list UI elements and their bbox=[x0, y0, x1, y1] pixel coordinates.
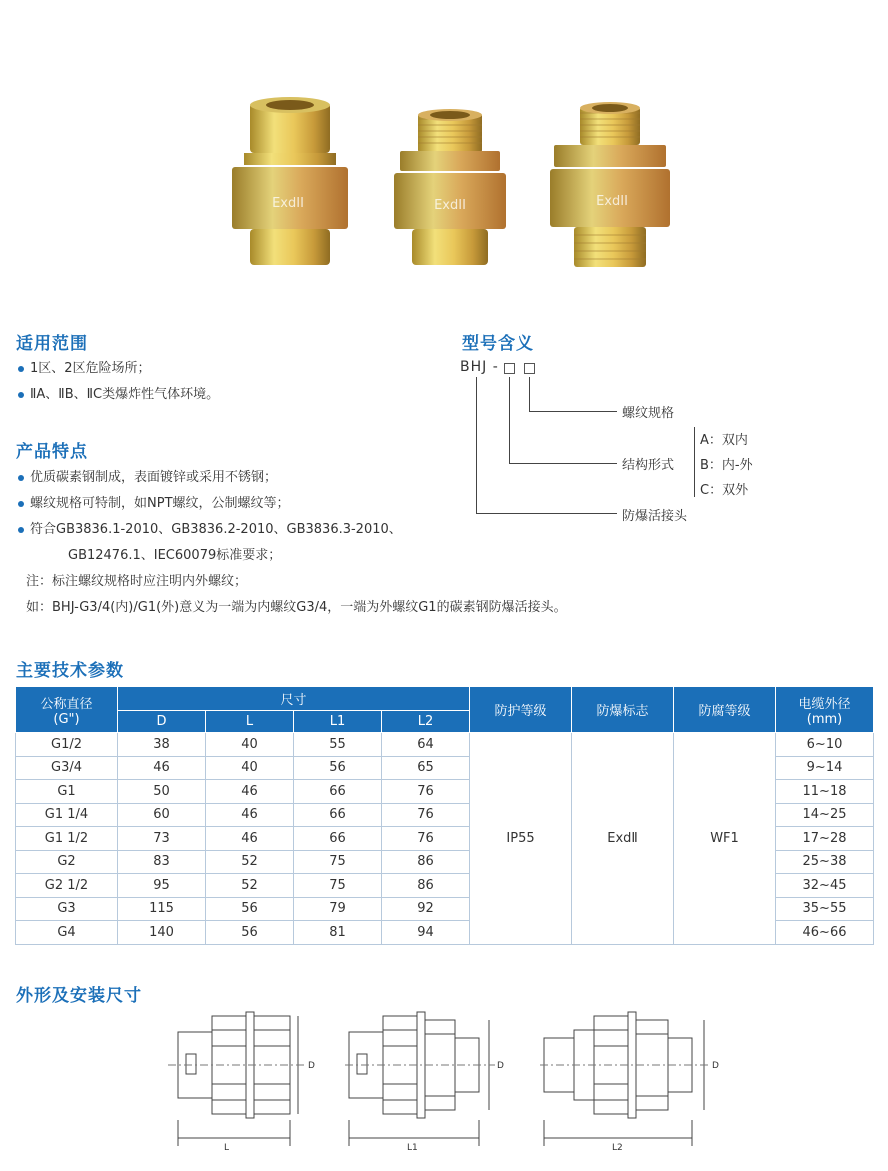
connector-line bbox=[509, 377, 510, 463]
cell-d: 95 bbox=[118, 874, 206, 898]
cell-d: 50 bbox=[118, 780, 206, 804]
cell-l1: 55 bbox=[294, 733, 382, 757]
cell-protection: IP55 bbox=[470, 733, 572, 945]
cell-l2: 92 bbox=[382, 897, 470, 921]
cell-l2: 76 bbox=[382, 780, 470, 804]
product-label: 防爆活接头 bbox=[622, 509, 688, 524]
cell-anticorrosion: WF1 bbox=[674, 733, 776, 945]
cell-l: 46 bbox=[206, 827, 294, 851]
scope-title: 适用范围 bbox=[16, 334, 88, 354]
cell-cable: 9~14 bbox=[776, 756, 874, 780]
cell-l1: 56 bbox=[294, 756, 382, 780]
drawing-double-male bbox=[540, 1010, 730, 1160]
cell-g: G3/4 bbox=[16, 756, 118, 780]
cell-l1: 66 bbox=[294, 780, 382, 804]
diameter-label: D bbox=[308, 1061, 315, 1071]
header-cable-line2: (mm) bbox=[806, 711, 843, 727]
cell-g: G2 bbox=[16, 850, 118, 874]
cell-d: 83 bbox=[118, 850, 206, 874]
cell-d: 73 bbox=[118, 827, 206, 851]
table-row bbox=[16, 733, 874, 757]
header-l1: L1 bbox=[294, 711, 382, 733]
cell-d: 115 bbox=[118, 897, 206, 921]
cell-g: G1 bbox=[16, 780, 118, 804]
cell-cable: 32~45 bbox=[776, 874, 874, 898]
connector-line bbox=[476, 513, 617, 514]
features-title: 产品特点 bbox=[16, 442, 88, 462]
cell-cable: 46~66 bbox=[776, 921, 874, 945]
cell-g: G4 bbox=[16, 921, 118, 945]
connector-line bbox=[529, 377, 530, 411]
bracket-line bbox=[694, 427, 695, 497]
cell-l: 56 bbox=[206, 921, 294, 945]
cell-g: G3 bbox=[16, 897, 118, 921]
feature-item: 螺纹规格可特制，如NPT螺纹，公制螺纹等； bbox=[16, 491, 567, 517]
params-title: 主要技术参数 bbox=[16, 661, 124, 681]
cell-l1: 75 bbox=[294, 874, 382, 898]
cell-cable: 6~10 bbox=[776, 733, 874, 757]
cell-l1: 79 bbox=[294, 897, 382, 921]
connector-line bbox=[509, 463, 617, 464]
model-title: 型号含义 bbox=[462, 334, 534, 354]
model-box-thread bbox=[524, 363, 535, 374]
cell-d: 140 bbox=[118, 921, 206, 945]
cell-cable: 14~25 bbox=[776, 803, 874, 827]
header-explosion-mark: 防爆标志 bbox=[572, 687, 674, 733]
cell-l2: 65 bbox=[382, 756, 470, 780]
model-code: BHJ - bbox=[460, 359, 499, 375]
marking-text: ExdII bbox=[434, 198, 466, 213]
product-photo-female-male bbox=[380, 95, 520, 275]
cell-l: 40 bbox=[206, 756, 294, 780]
cell-g: G1 1/2 bbox=[16, 827, 118, 851]
drawing-double-female bbox=[160, 1010, 320, 1160]
product-photos bbox=[200, 95, 680, 285]
thread-label: 螺纹规格 bbox=[622, 406, 675, 421]
product-photo-double-male bbox=[540, 95, 680, 275]
header-nominal-line1: 公称直径 bbox=[40, 696, 93, 712]
feature-item: 优质碳素钢制成，表面镀锌或采用不锈钢； bbox=[16, 465, 567, 491]
header-size: 尺寸 bbox=[118, 687, 470, 711]
structure-label: 结构形式 bbox=[622, 458, 675, 473]
cell-l: 56 bbox=[206, 897, 294, 921]
header-cable-line1: 电缆外径 bbox=[798, 696, 851, 712]
params-table bbox=[15, 686, 874, 945]
cell-l2: 86 bbox=[382, 850, 470, 874]
dimension-drawings bbox=[160, 1010, 730, 1160]
diameter-label: D bbox=[712, 1061, 719, 1071]
cell-g: G1/2 bbox=[16, 733, 118, 757]
cell-g: G2 1/2 bbox=[16, 874, 118, 898]
cell-l: 46 bbox=[206, 803, 294, 827]
structure-option-c: C：双外 bbox=[700, 483, 749, 498]
cell-l2: 86 bbox=[382, 874, 470, 898]
structure-option-a: A：双内 bbox=[700, 433, 748, 448]
header-protection: 防护等级 bbox=[470, 687, 572, 733]
drawing-female-male bbox=[345, 1010, 515, 1160]
cell-explosion-mark: ExdⅡ bbox=[572, 733, 674, 945]
connector-line bbox=[476, 377, 477, 513]
cell-cable: 17~28 bbox=[776, 827, 874, 851]
cell-l2: 76 bbox=[382, 827, 470, 851]
cell-g: G1 1/4 bbox=[16, 803, 118, 827]
feature-note: 注：标注螺纹规格时应注明内外螺纹； bbox=[26, 574, 248, 589]
header-cable bbox=[776, 687, 874, 733]
cell-d: 46 bbox=[118, 756, 206, 780]
cell-l2: 64 bbox=[382, 733, 470, 757]
product-photo-double-female bbox=[220, 95, 360, 275]
cell-d: 60 bbox=[118, 803, 206, 827]
model-diagram bbox=[460, 355, 790, 535]
model-box-structure bbox=[504, 363, 515, 374]
header-nominal bbox=[16, 687, 118, 733]
length-label: L1 bbox=[407, 1143, 418, 1153]
cell-l1: 81 bbox=[294, 921, 382, 945]
cell-cable: 25~38 bbox=[776, 850, 874, 874]
cell-cable: 11~18 bbox=[776, 780, 874, 804]
cell-l1: 66 bbox=[294, 803, 382, 827]
cell-cable: 35~55 bbox=[776, 897, 874, 921]
cell-l: 40 bbox=[206, 733, 294, 757]
feature-item: 符合GB3836.1-2010、GB3836.2-2010、GB3836.3-2010、 bbox=[16, 517, 567, 543]
header-anticorrosion: 防腐等级 bbox=[674, 687, 776, 733]
length-label: L bbox=[224, 1143, 230, 1153]
cell-l: 46 bbox=[206, 780, 294, 804]
feature-example: 如：BHJ-G3/4(内)/G1(外)意义为一端为内螺纹G3/4，一端为外螺纹G1的碳素钢防爆活接头。 bbox=[26, 600, 567, 615]
cell-l2: 76 bbox=[382, 803, 470, 827]
marking-text: ExdII bbox=[272, 196, 304, 211]
dimensions-title: 外形及安装尺寸 bbox=[16, 986, 142, 1006]
header-l: L bbox=[206, 711, 294, 733]
diameter-label: D bbox=[497, 1061, 504, 1071]
header-nominal-line2: (G") bbox=[53, 711, 80, 727]
header-d: D bbox=[118, 711, 206, 733]
cell-l2: 94 bbox=[382, 921, 470, 945]
scope-item: 1区、2区危险场所； bbox=[16, 356, 219, 382]
cell-l: 52 bbox=[206, 874, 294, 898]
structure-option-b: B：内-外 bbox=[700, 458, 753, 473]
cell-d: 38 bbox=[118, 733, 206, 757]
cell-l1: 75 bbox=[294, 850, 382, 874]
cell-l: 52 bbox=[206, 850, 294, 874]
cell-l1: 66 bbox=[294, 827, 382, 851]
connector-line bbox=[529, 411, 617, 412]
length-label: L2 bbox=[612, 1143, 623, 1153]
scope-item: ⅡA、ⅡB、ⅡC类爆炸性气体环境。 bbox=[16, 382, 219, 408]
scope-list bbox=[16, 356, 219, 408]
header-l2: L2 bbox=[382, 711, 470, 733]
feature-item-continuation: GB12476.1、IEC60079标准要求； bbox=[68, 548, 282, 563]
marking-text: ExdII bbox=[596, 194, 628, 209]
